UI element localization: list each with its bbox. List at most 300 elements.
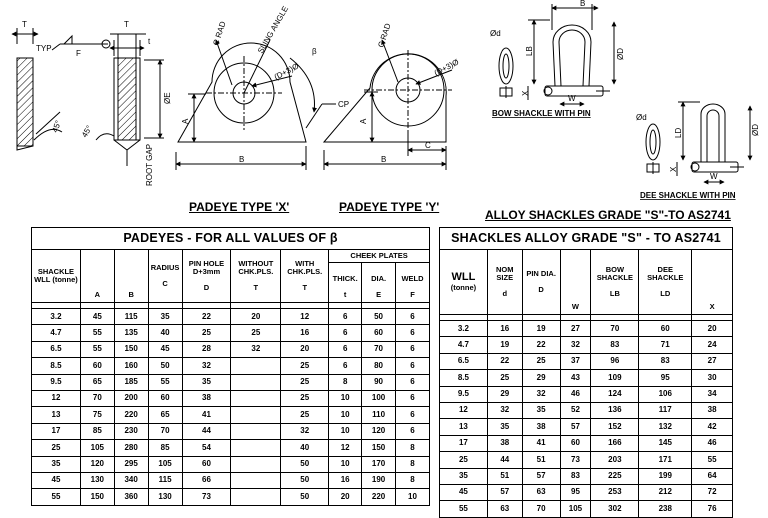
col-pin-hole-unit: D [203, 282, 210, 292]
shackles-table [439, 227, 733, 518]
padeyes-table-cell: 170 [362, 456, 396, 472]
padeyes-table-cell: 50 [148, 358, 182, 374]
shackles-table-cell: 35 [440, 468, 488, 484]
shackles-table-cell: 57 [560, 419, 591, 435]
padeyes-table-cell: 8 [396, 440, 430, 456]
shackles-table-cell: 38 [522, 419, 560, 435]
padeyes-table-cell: 25 [231, 325, 281, 341]
padeyes-table-row [32, 374, 430, 390]
col-radius [148, 250, 182, 303]
padeyes-table-cell: 41 [182, 407, 231, 423]
caption-alloy-title: ALLOY SHACKLES GRADE "S"-TO AS2741 [485, 208, 731, 222]
label-bow-lb: LB [525, 46, 534, 56]
col-cheek-plates: CHEEK PLATES [329, 250, 430, 263]
col-a: A [80, 250, 114, 303]
padeyes-table-cell: 45 [80, 309, 114, 325]
shackles-table-cell: 70 [591, 321, 639, 337]
shackles-table-cell: 96 [591, 353, 639, 369]
shackles-table-cell: 35 [487, 419, 522, 435]
label-d3-x: (D+3)Ø [272, 61, 301, 82]
shackles-table-cell: 166 [591, 435, 639, 451]
shackles-table-cell: 46 [560, 386, 591, 402]
shackles-table-cell: 225 [591, 468, 639, 484]
label-dee-x: X [669, 166, 678, 172]
padeyes-table-row [32, 407, 430, 423]
padeyes-table-cell: 185 [114, 374, 148, 390]
shackles-table-cell: 13 [440, 419, 488, 435]
shackles-table-cell: 6.5 [440, 353, 488, 369]
padeyes-table-cell: 4.7 [32, 325, 81, 341]
padeyes-table-cell: 55 [80, 325, 114, 341]
padeyes-table-cell: 80 [362, 358, 396, 374]
shackles-table-cell: 171 [639, 452, 692, 468]
padeyes-table-cell: 12 [281, 309, 329, 325]
padeyes-table-cell: 6 [396, 358, 430, 374]
col-with-label: WITH CHK.PLS. [287, 259, 323, 277]
padeyes-table-cell: 8.5 [32, 358, 81, 374]
label-dee-w: W [710, 172, 718, 181]
shackles-table-cell: 83 [591, 337, 639, 353]
label-t-small: t [148, 37, 151, 46]
padeyes-table-cell: 230 [114, 423, 148, 439]
shackles-table-row [440, 419, 733, 435]
shackles-table-cell: 60 [560, 435, 591, 451]
shackles-table-row [440, 435, 733, 451]
padeyes-table-cell: 190 [362, 472, 396, 488]
shackles-table-cell: 72 [692, 484, 733, 500]
caption-padeye-x: PADEYE TYPE 'X' [189, 200, 290, 214]
label-a-y: A [359, 118, 368, 124]
shackles-table-cell: 25 [440, 452, 488, 468]
shackles-table-cell: 24 [692, 337, 733, 353]
shackles-table-cell: 19 [522, 321, 560, 337]
label-c-y: C [425, 141, 431, 150]
col-weld [396, 263, 430, 303]
padeyes-table-cell: 8 [329, 374, 362, 390]
label-b-y: B [381, 155, 387, 164]
col-dee-label: DEE SHACKLE [647, 265, 684, 283]
padeyes-table-cell: 105 [80, 440, 114, 456]
label-root-gap: ROOT GAP [145, 143, 154, 186]
col-dia-unit: E [376, 290, 382, 300]
padeyes-table-cell: 220 [362, 489, 396, 505]
shackles-table-cell: 51 [522, 452, 560, 468]
padeyes-table-cell: 54 [182, 440, 231, 456]
label-f: F [76, 49, 81, 58]
padeyes-table-cell: 55 [80, 341, 114, 357]
shackles-table-cell: 38 [692, 402, 733, 418]
padeyes-table-cell: 6 [396, 309, 430, 325]
padeyes-table-cell [231, 472, 281, 488]
padeyes-table-cell [231, 489, 281, 505]
padeyes-table-cell: 6 [329, 358, 362, 374]
col-thick-unit: t [343, 290, 347, 300]
col-bow-label: BOW SHACKLE [596, 265, 633, 283]
col-thick-label: THICK. [332, 274, 358, 284]
padeyes-table-cell: 13 [32, 407, 81, 423]
padeye-x-outline [176, 40, 315, 170]
padeyes-table-cell: 16 [329, 472, 362, 488]
label-beta: β [312, 47, 317, 56]
padeyes-table-cell: 10 [329, 423, 362, 439]
shackles-table-cell: 19 [487, 337, 522, 353]
shackles-table-row [440, 386, 733, 402]
label-cp: CP [338, 100, 350, 109]
padeyes-table-cell: 120 [362, 423, 396, 439]
padeyes-table-cell: 25 [281, 374, 329, 390]
shackles-table-cell: 51 [487, 468, 522, 484]
padeyes-table-cell: 32 [281, 423, 329, 439]
padeyes-table-cell: 25 [281, 407, 329, 423]
padeyes-table-cell: 6 [329, 325, 362, 341]
padeyes-table-row [32, 358, 430, 374]
shackles-table-cell: 38 [487, 435, 522, 451]
shackles-table-cell: 4.7 [440, 337, 488, 353]
col-nom-size [487, 250, 522, 315]
shackles-table-cell: 17 [440, 435, 488, 451]
shackles-table-cell: 22 [487, 353, 522, 369]
shackles-table-cell: 238 [639, 501, 692, 517]
padeyes-table-cell: 360 [114, 489, 148, 505]
col-wll-unit: (tonne) [450, 282, 477, 292]
shackles-table-cell: 8.5 [440, 370, 488, 386]
shackles-table-cell: 95 [639, 370, 692, 386]
shackles-table-row [440, 337, 733, 353]
shackles-table-cell: 34 [692, 386, 733, 402]
padeyes-table-cell: 50 [281, 489, 329, 505]
shackles-table-cell: 63 [522, 484, 560, 500]
padeyes-table-row [32, 456, 430, 472]
padeyes-table-row [32, 309, 430, 325]
label-bow-dd: ØD [616, 48, 625, 60]
label-dee-dd: ØD [751, 124, 760, 136]
col-weld-label: WELD [401, 274, 424, 284]
padeyes-table-cell: 6 [396, 341, 430, 357]
col-shackle-wll: SHACKLE WLL (tonne) [32, 250, 81, 303]
label-bow-x: X [521, 90, 530, 96]
padeyes-table-cell: 3.2 [32, 309, 81, 325]
padeyes-table-cell: 150 [80, 489, 114, 505]
shackles-table-cell: 132 [639, 419, 692, 435]
padeyes-table-cell: 20 [329, 489, 362, 505]
shackles-table-cell: 44 [487, 452, 522, 468]
padeyes-table-cell: 65 [148, 407, 182, 423]
padeyes-table-cell: 35 [148, 309, 182, 325]
padeyes-body [32, 303, 430, 506]
padeyes-table-cell: 6.5 [32, 341, 81, 357]
padeyes-table-cell: 45 [32, 472, 81, 488]
padeyes-table-cell: 70 [80, 390, 114, 406]
padeyes-table-cell: 20 [281, 341, 329, 357]
padeyes-table-cell: 25 [281, 390, 329, 406]
padeyes-table-cell [231, 407, 281, 423]
shackles-table-cell: 124 [591, 386, 639, 402]
shackles-title: SHACKLES ALLOY GRADE "S" - TO AS2741 [440, 228, 733, 250]
label-bow-od: Ød [490, 29, 501, 38]
padeyes-table-cell: 25 [32, 440, 81, 456]
col-pin-dia [522, 250, 560, 315]
shackles-table-cell: 42 [692, 419, 733, 435]
shackles-table-cell: 136 [591, 402, 639, 418]
col-without [231, 250, 281, 303]
padeyes-table-cell: 50 [281, 472, 329, 488]
padeyes-table-cell: 32 [231, 341, 281, 357]
shackles-table-cell: 32 [522, 386, 560, 402]
shackles-table-cell: 63 [487, 501, 522, 517]
padeyes-table-cell: 73 [182, 489, 231, 505]
col-dee [639, 250, 692, 315]
padeyes-table-cell: 60 [362, 325, 396, 341]
padeyes-table-cell: 28 [182, 341, 231, 357]
padeyes-table-cell: 10 [329, 390, 362, 406]
shackles-table-cell: 73 [560, 452, 591, 468]
shackles-table-cell: 76 [692, 501, 733, 517]
col-dia-label: DIA. [371, 274, 387, 284]
padeyes-table-cell: 35 [182, 374, 231, 390]
col-pin-hole [182, 250, 231, 303]
padeyes-table-cell: 295 [114, 456, 148, 472]
padeyes-table-cell: 150 [362, 440, 396, 456]
col-wll-label: WLL [451, 271, 476, 284]
padeyes-table-cell: 10 [396, 489, 430, 505]
padeyes-table-cell: 150 [114, 341, 148, 357]
shackles-table-row [440, 452, 733, 468]
bow-shackle-drawing [499, 4, 614, 104]
padeyes-table-cell: 60 [148, 390, 182, 406]
col-dia [362, 263, 396, 303]
padeyes-table-cell: 25 [281, 358, 329, 374]
shackles-table-cell: 9.5 [440, 386, 488, 402]
padeyes-table-row [32, 341, 430, 357]
padeyes-table-cell: 12 [32, 390, 81, 406]
padeyes-table-cell: 100 [362, 390, 396, 406]
col-thick [329, 263, 362, 303]
col-without-label: WITHOUT CHK.PLS. [238, 259, 274, 277]
shackles-table-cell: 12 [440, 402, 488, 418]
shackles-table-row [440, 321, 733, 337]
padeyes-table-row [32, 489, 430, 505]
shackles-table-cell: 32 [487, 402, 522, 418]
padeyes-table-cell: 70 [148, 423, 182, 439]
shackles-table-cell: 46 [692, 435, 733, 451]
padeyes-table-cell: 6 [329, 341, 362, 357]
shackles-table-cell: 37 [560, 353, 591, 369]
col-nom-size-label: NOM SIZE [496, 265, 514, 283]
padeyes-table-cell: 6 [396, 390, 430, 406]
shackles-table-cell: 212 [639, 484, 692, 500]
col-wll [440, 250, 488, 315]
shackles-table-cell: 3.2 [440, 321, 488, 337]
padeyes-table-row [32, 440, 430, 456]
shackles-table-cell: 203 [591, 452, 639, 468]
padeyes-table-cell: 12 [329, 440, 362, 456]
shackles-table-cell: 253 [591, 484, 639, 500]
shackles-table-cell: 55 [692, 452, 733, 468]
padeyes-table-row [32, 390, 430, 406]
caption-dee-shackle: DEE SHACKLE WITH PIN [640, 191, 736, 200]
label-b-x: B [239, 155, 245, 164]
shackles-table-cell: 35 [522, 402, 560, 418]
padeyes-table-cell: 20 [231, 309, 281, 325]
padeyes-table-cell: 35 [32, 456, 81, 472]
padeyes-table-cell: 110 [362, 407, 396, 423]
shackles-table-cell: 106 [639, 386, 692, 402]
col-with [281, 250, 329, 303]
label-dee-ld: LD [674, 127, 683, 138]
padeyes-table-cell: 6 [396, 423, 430, 439]
col-pin-hole-label: PIN HOLE D+3mm [188, 259, 225, 277]
shackles-table-cell: 71 [639, 337, 692, 353]
padeyes-table-cell: 340 [114, 472, 148, 488]
shackles-table-cell: 29 [487, 386, 522, 402]
padeyes-table-cell: 22 [182, 309, 231, 325]
padeyes-table-cell: 75 [80, 407, 114, 423]
shackles-table-cell: 25 [522, 353, 560, 369]
padeyes-table-cell: 32 [182, 358, 231, 374]
dee-shackle-drawing [646, 102, 750, 182]
padeyes-table-cell: 66 [182, 472, 231, 488]
shackles-table-cell: 152 [591, 419, 639, 435]
label-angle-45-left: 45° [50, 119, 64, 134]
padeyes-table-cell: 105 [148, 456, 182, 472]
padeyes-table-cell: 6 [396, 325, 430, 341]
label-c-rad-x: C RAD [211, 20, 228, 47]
padeyes-table-cell: 200 [114, 390, 148, 406]
padeyes-table-cell: 55 [148, 374, 182, 390]
padeyes-table-cell: 50 [362, 309, 396, 325]
padeyes-table-row [32, 325, 430, 341]
shackles-table-cell: 83 [560, 468, 591, 484]
shackles-table-cell: 57 [487, 484, 522, 500]
shackles-table-cell: 20 [692, 321, 733, 337]
col-with-unit: T [302, 282, 308, 292]
shackles-table-cell: 117 [639, 402, 692, 418]
label-bow-w: W [568, 94, 576, 103]
col-weld-unit: F [410, 290, 415, 300]
padeyes-table-cell: 10 [329, 407, 362, 423]
shackles-table-cell: 30 [692, 370, 733, 386]
shackles-table-cell: 57 [522, 468, 560, 484]
shackles-table-cell: 29 [522, 370, 560, 386]
shackles-table-row [440, 484, 733, 500]
shackles-table-cell: 109 [591, 370, 639, 386]
padeyes-table-cell: 38 [182, 390, 231, 406]
shackles-table-cell: 22 [522, 337, 560, 353]
padeyes-table-cell: 90 [362, 374, 396, 390]
shackles-body [440, 315, 733, 518]
padeyes-table-cell: 85 [148, 440, 182, 456]
cp-leader [306, 104, 336, 128]
shackles-table-cell: 45 [440, 484, 488, 500]
padeyes-table-cell: 115 [148, 472, 182, 488]
col-radius-label: RADIUS [150, 263, 180, 273]
padeyes-table-cell: 17 [32, 423, 81, 439]
col-nom-size-unit: d [502, 288, 508, 298]
col-pin-dia-label: PIN DIA. [526, 269, 556, 279]
padeyes-table-cell: 115 [114, 309, 148, 325]
label-c-rad-y: C RAD [376, 22, 393, 49]
padeyes-table-cell: 8 [396, 472, 430, 488]
padeyes-table-cell [231, 440, 281, 456]
col-bow-unit: LB [609, 288, 620, 298]
shackles-table-row [440, 370, 733, 386]
col-x: X [692, 250, 733, 315]
col-w: W [560, 250, 591, 315]
padeyes-table-cell: 60 [80, 358, 114, 374]
padeyes-table-cell: 44 [182, 423, 231, 439]
col-dee-unit: LD [660, 288, 671, 298]
padeyes-title: PADEYES - FOR ALL VALUES OF β [32, 228, 430, 250]
shackles-table-cell: 199 [639, 468, 692, 484]
shackles-table-cell: 105 [560, 501, 591, 517]
padeyes-table-cell: 130 [80, 472, 114, 488]
padeyes-table-cell: 280 [114, 440, 148, 456]
padeyes-table-cell: 60 [182, 456, 231, 472]
label-angle-45-mid: 45° [79, 124, 94, 139]
padeyes-table-cell: 160 [114, 358, 148, 374]
padeyes-table-cell: 16 [281, 325, 329, 341]
padeyes-table-cell: 10 [329, 456, 362, 472]
padeyes-table-cell: 135 [114, 325, 148, 341]
engineering-drawing [0, 0, 768, 225]
shackles-table-cell: 32 [560, 337, 591, 353]
label-a-x: A [181, 118, 190, 124]
padeyes-table-cell: 130 [148, 489, 182, 505]
col-bow [591, 250, 639, 315]
padeyes-table-cell: 6 [329, 309, 362, 325]
shackles-table-cell: 27 [560, 321, 591, 337]
padeyes-table-cell: 8 [396, 456, 430, 472]
label-t-left: T [22, 20, 27, 29]
padeyes-table-cell: 50 [281, 456, 329, 472]
shackles-table-row [440, 402, 733, 418]
shackles-table-row [440, 353, 733, 369]
padeyes-table-cell [231, 390, 281, 406]
padeyes-table-cell: 85 [80, 423, 114, 439]
label-d3-y: (D+3)Ø [432, 57, 461, 78]
label-dee-od: Ød [636, 113, 647, 122]
col-pin-dia-unit: D [538, 284, 544, 294]
padeyes-table-cell: 120 [80, 456, 114, 472]
shackles-table-cell: 16 [487, 321, 522, 337]
padeyes-table-cell [231, 358, 281, 374]
shackles-table-cell: 64 [692, 468, 733, 484]
label-sling-angle: SLING ANGLE [255, 4, 291, 55]
shackles-table-cell: 60 [639, 321, 692, 337]
padeyes-table-cell: 25 [182, 325, 231, 341]
padeyes-table-cell: 6 [396, 407, 430, 423]
padeyes-table [31, 227, 430, 506]
padeyes-table-cell: 40 [148, 325, 182, 341]
shackles-table-cell: 70 [522, 501, 560, 517]
padeyes-table-cell: 65 [80, 374, 114, 390]
padeyes-table-cell: 220 [114, 407, 148, 423]
shackles-table-cell: 52 [560, 402, 591, 418]
padeyes-table-cell [231, 423, 281, 439]
padeyes-table-cell: 70 [362, 341, 396, 357]
padeyes-table-cell: 9.5 [32, 374, 81, 390]
shackles-table-cell: 302 [591, 501, 639, 517]
shackles-table-cell: 41 [522, 435, 560, 451]
col-without-unit: T [253, 282, 259, 292]
padeyes-table-cell [231, 456, 281, 472]
padeyes-table-row [32, 423, 430, 439]
padeyes-table-cell: 40 [281, 440, 329, 456]
label-bow-b: B [580, 0, 586, 8]
shackles-table-cell: 25 [487, 370, 522, 386]
shackles-table-cell: 83 [639, 353, 692, 369]
shackles-table-row [440, 501, 733, 517]
